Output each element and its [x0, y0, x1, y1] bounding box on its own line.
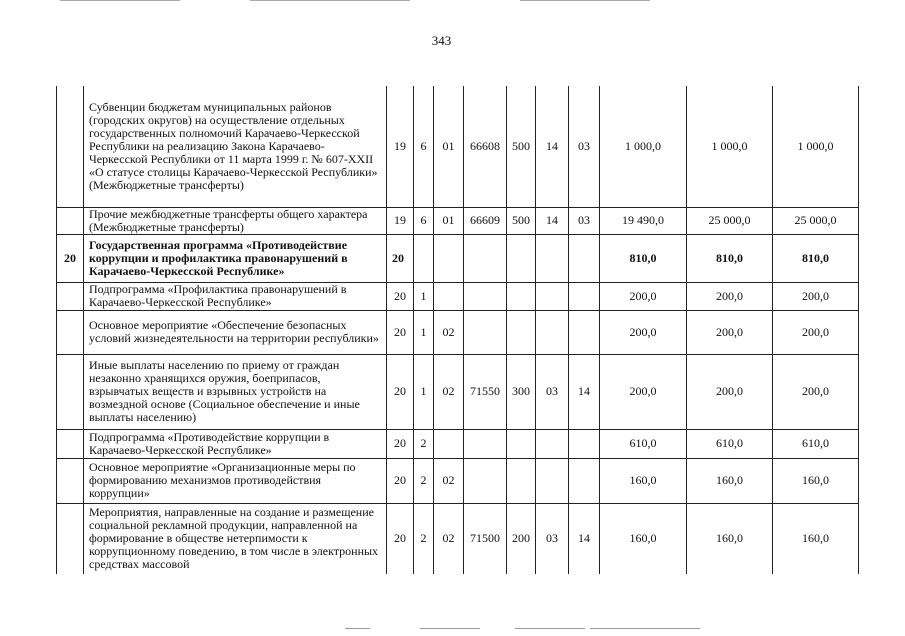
code-direction: 71550 — [464, 354, 507, 429]
amount-year-2: 25 000,0 — [687, 207, 773, 234]
code-subprogram: 1 — [414, 282, 434, 310]
code-subprogram: 1 — [414, 310, 434, 354]
amount-year-2: 1 000,0 — [687, 86, 773, 207]
code-expense-type — [507, 429, 536, 458]
amount-year-3: 160,0 — [773, 503, 859, 574]
code-direction — [464, 310, 507, 354]
code-subsection: 14 — [569, 354, 600, 429]
code-expense-type: 500 — [507, 207, 536, 234]
code-expense-type: 500 — [507, 86, 536, 207]
code-expense-type — [507, 458, 536, 503]
code-direction: 71500 — [464, 503, 507, 574]
amount-year-3: 200,0 — [773, 354, 859, 429]
code-section — [536, 310, 569, 354]
code-event: 02 — [434, 310, 464, 354]
row-name: Основное мероприятие «Обеспечение безопасных условий жизнедеятельности на территории республики» — [84, 310, 387, 354]
amount-year-2: 200,0 — [687, 282, 773, 310]
code-subsection — [569, 429, 600, 458]
amount-year-1: 200,0 — [600, 310, 687, 354]
amount-year-3: 200,0 — [773, 282, 859, 310]
table-row — [57, 310, 859, 354]
code-subsection: 03 — [569, 207, 600, 234]
code-event: 01 — [434, 86, 464, 207]
code-subsection — [569, 458, 600, 503]
amount-year-3: 810,0 — [773, 234, 859, 282]
row-name: Прочие межбюджетные трансферты общего характера (Межбюджетные трансферты) — [84, 207, 387, 234]
amount-year-1: 1 000,0 — [600, 86, 687, 207]
code-direction — [464, 234, 507, 282]
amount-year-1: 19 490,0 — [600, 207, 687, 234]
code-section: 14 — [536, 86, 569, 207]
code-program: 20 — [387, 429, 414, 458]
table-row — [57, 458, 859, 503]
code-program: 20 — [387, 503, 414, 574]
amount-year-2: 160,0 — [687, 458, 773, 503]
amount-year-1: 610,0 — [600, 429, 687, 458]
amount-year-1: 160,0 — [600, 503, 687, 574]
code-subsection — [569, 282, 600, 310]
row-name: Основное мероприятие «Организационные меры по формированию механизмов противодействия коррупции» — [84, 458, 387, 503]
code-program: 20 — [387, 310, 414, 354]
amount-year-3: 25 000,0 — [773, 207, 859, 234]
amount-year-1: 160,0 — [600, 458, 687, 503]
row-number — [57, 310, 84, 354]
row-name: Мероприятия, направленные на создание и размещение социальной рекламной продукции, направленной на формирование в обществе нетерпимости к коррупционному поведению, в том числе в электронных средствах массовой — [84, 503, 387, 574]
scan-bottom-edge — [0, 628, 905, 629]
code-event: 02 — [434, 503, 464, 574]
row-number: 20 — [57, 234, 84, 282]
code-expense-type — [507, 234, 536, 282]
amount-year-3: 610,0 — [773, 429, 859, 458]
amount-year-3: 200,0 — [773, 310, 859, 354]
row-number — [57, 503, 84, 574]
code-expense-type: 200 — [507, 503, 536, 574]
table-row — [57, 207, 859, 234]
amount-year-2: 610,0 — [687, 429, 773, 458]
row-number — [57, 282, 84, 310]
amount-year-3: 160,0 — [773, 458, 859, 503]
code-subprogram: 2 — [414, 458, 434, 503]
table-row — [57, 86, 859, 207]
row-number — [57, 86, 84, 207]
table-row — [57, 282, 859, 310]
amount-year-2: 810,0 — [687, 234, 773, 282]
code-program: 20 — [387, 282, 414, 310]
amount-year-1: 200,0 — [600, 282, 687, 310]
code-program: 19 — [387, 86, 414, 207]
code-section: 14 — [536, 207, 569, 234]
row-name: Подпрограмма «Противодействие коррупции в Карачаево-Черкесской Республике» — [84, 429, 387, 458]
code-direction — [464, 458, 507, 503]
code-event: 02 — [434, 458, 464, 503]
code-direction: 66608 — [464, 86, 507, 207]
table-row — [57, 503, 859, 574]
code-event: 01 — [434, 207, 464, 234]
code-direction — [464, 282, 507, 310]
code-subsection: 14 — [569, 503, 600, 574]
code-event — [434, 234, 464, 282]
code-event: 02 — [434, 354, 464, 429]
table-row — [57, 429, 859, 458]
code-section: 03 — [536, 503, 569, 574]
row-number — [57, 458, 84, 503]
code-subprogram: 6 — [414, 207, 434, 234]
row-name: Субвенции бюджетам муниципальных районов (городских округов) на осуществление отдельных государственных полномочий Карачаево-Черкесской Республики на реализацию Закона Карачаево-Черкесской Республики от 11 марта 1999 г. № 607-XXII «О статусе столицы Карачаево-Черкесской Республики» (Межбюджетные трансферты) — [84, 86, 387, 207]
code-expense-type — [507, 310, 536, 354]
row-name: Государственная программа «Противодействие коррупции и профилактика правонарушений в Карачаево-Черкесской Республике» — [84, 234, 387, 282]
amount-year-2: 200,0 — [687, 354, 773, 429]
row-name: Подпрограмма «Профилактика правонарушений в Карачаево-Черкесской Республике» — [84, 282, 387, 310]
page-number: 343 — [431, 33, 452, 48]
amount-year-2: 200,0 — [687, 310, 773, 354]
code-event — [434, 429, 464, 458]
code-subsection — [569, 310, 600, 354]
row-number — [57, 207, 84, 234]
code-subprogram: 1 — [414, 354, 434, 429]
code-expense-type — [507, 282, 536, 310]
amount-year-2: 160,0 — [687, 503, 773, 574]
code-program: 20 — [387, 354, 414, 429]
code-section — [536, 282, 569, 310]
code-section: 03 — [536, 354, 569, 429]
code-program: 20 — [387, 234, 414, 282]
amount-year-1: 810,0 — [600, 234, 687, 282]
code-subsection: 03 — [569, 86, 600, 207]
code-direction — [464, 429, 507, 458]
code-section — [536, 234, 569, 282]
code-subprogram: 2 — [414, 503, 434, 574]
budget-table — [56, 86, 859, 574]
scan-top-edge — [0, 0, 905, 1]
code-expense-type: 300 — [507, 354, 536, 429]
code-subprogram: 6 — [414, 86, 434, 207]
code-section — [536, 429, 569, 458]
table-row — [57, 234, 859, 282]
code-section — [536, 458, 569, 503]
code-subprogram — [414, 234, 434, 282]
table-row — [57, 354, 859, 429]
code-event — [434, 282, 464, 310]
code-subsection — [569, 234, 600, 282]
code-direction: 66609 — [464, 207, 507, 234]
row-name: Иные выплаты населению по приему от граждан незаконно хранящихся оружия, боеприпасов, взрывчатых веществ и взрывных устройств на возмездной основе (Социальное обеспечение и иные выплаты населению) — [84, 354, 387, 429]
amount-year-3: 1 000,0 — [773, 86, 859, 207]
row-number — [57, 354, 84, 429]
amount-year-1: 200,0 — [600, 354, 687, 429]
code-program: 20 — [387, 458, 414, 503]
code-subprogram: 2 — [414, 429, 434, 458]
row-number — [57, 429, 84, 458]
code-program: 19 — [387, 207, 414, 234]
